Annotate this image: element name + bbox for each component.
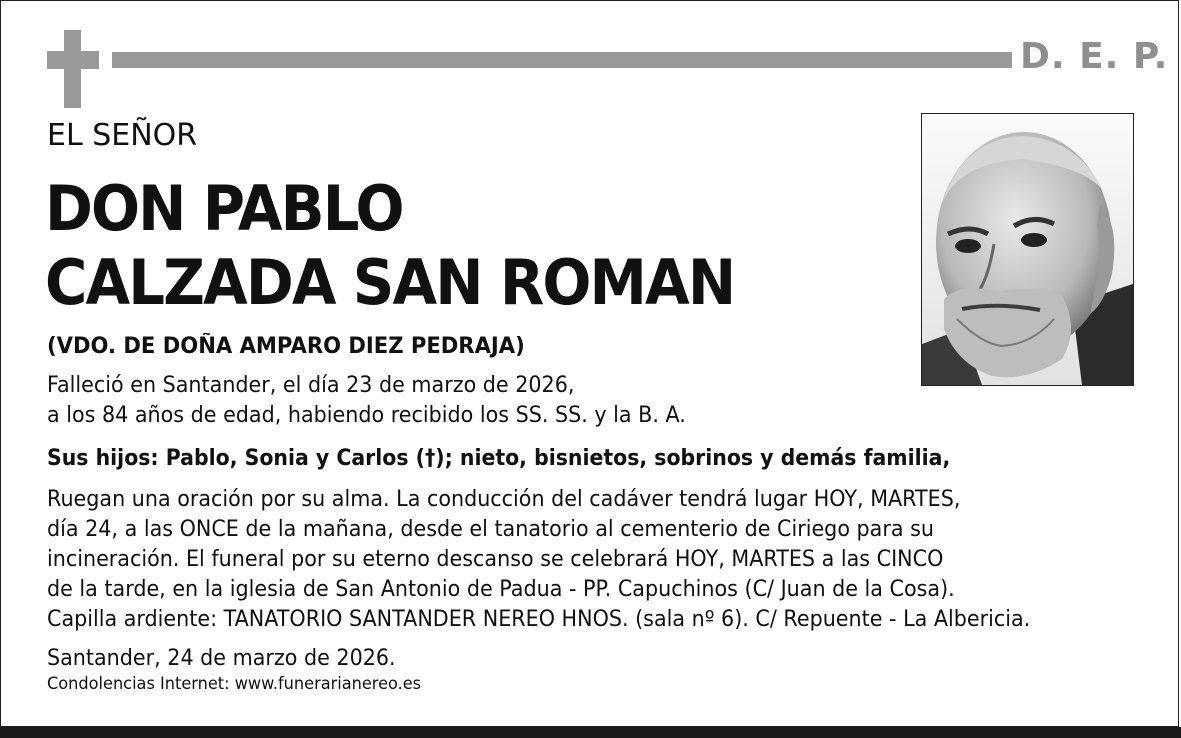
details-line: incineración. El funeral por su eterno descanso se celebrará HOY, MARTES a las CINCO [47, 547, 944, 572]
details-line: Capilla ardiente: TANATORIO SANTANDER NEREO HNOS. (sala nº 6). C/ Repuente - La Albericia. [47, 607, 1031, 632]
portrait-illustration [922, 114, 1133, 385]
bottom-band [0, 727, 1181, 738]
deceased-name-line1: DON PABLO [45, 172, 403, 245]
death-line1: Falleció en Santander, el día 23 de marzo de 2026, [47, 373, 575, 398]
place-date: Santander, 24 de marzo de 2026. [47, 646, 396, 671]
details-line: de la tarde, en la iglesia de San Antonio de Padua - PP. Capuchinos (C/ Juan de la Cosa). [47, 577, 955, 602]
header-rule [112, 52, 1012, 68]
portrait-photo [921, 113, 1134, 386]
widower-note: (VDO. DE DOÑA AMPARO DIEZ PEDRAJA) [47, 334, 525, 359]
condolences-link[interactable]: Condolencias Internet: www.funerarianereo.es [47, 674, 422, 694]
family-line: Sus hijos: Pablo, Sonia y Carlos (†); nieto, bisnietos, sobrinos y demás familia, [47, 446, 951, 471]
deceased-name-line2: CALZADA SAN ROMAN [45, 246, 735, 319]
dep-label: D. E. P. [1020, 36, 1169, 77]
details-line: día 24, a las ONCE de la mañana, desde el tanatorio al cementerio de Ciriego para su [47, 517, 934, 542]
salutation: EL SEÑOR [47, 118, 198, 153]
death-line2: a los 84 años de edad, habiendo recibido los SS. SS. y la B. A. [47, 403, 686, 428]
details-line: Ruegan una oración por su alma. La conducción del cadáver tendrá lugar HOY, MARTES, [47, 487, 961, 512]
